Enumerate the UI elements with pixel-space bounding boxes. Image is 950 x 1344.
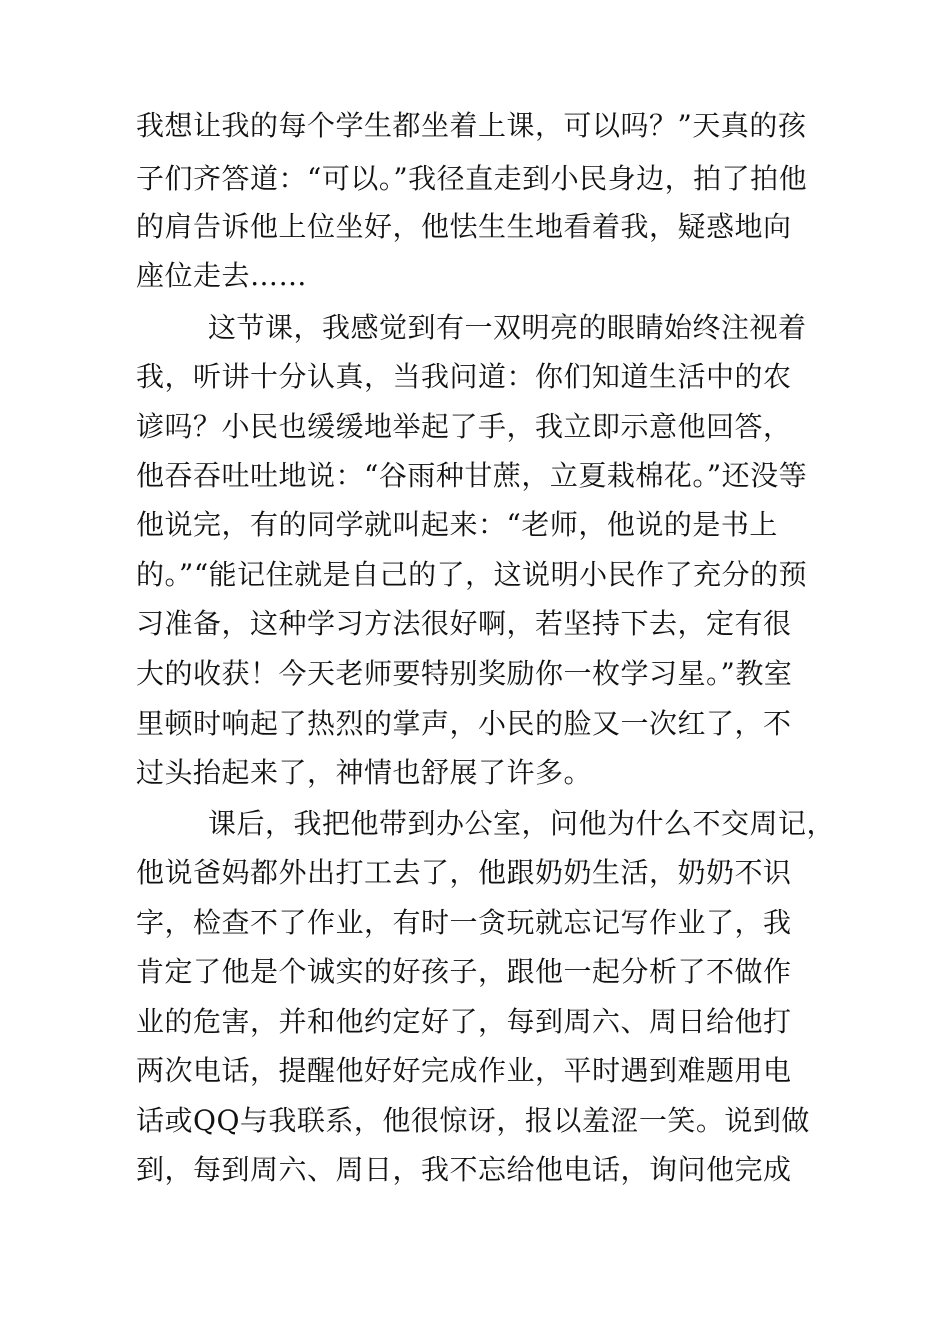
text-line-5: 这节课，我感觉到有一双明亮的眼睛始终注视着 <box>208 311 807 344</box>
text-line-7: 谚吗？小民也缓缓地举起了手，我立即示意他回答， <box>136 410 792 443</box>
text-line-8: 他吞吞吐吐地说：“谷雨种甘蔗，立夏栽棉花。”还没等 <box>136 459 808 492</box>
text-line-4: 座位走去…… <box>136 259 308 292</box>
text-line-2: 子们齐答道：“可以。”我径直走到小民身边，拍了拍他 <box>136 162 808 195</box>
text-line-17: 字，检查不了作业，有时一贪玩就忘记写作业了，我 <box>136 906 792 939</box>
text-line-11: 习准备，这种学习方法很好啊，若坚持下去，定有很 <box>136 607 792 640</box>
text-line-3: 的肩告诉他上位坐好，他怯生生地看着我，疑惑地向 <box>136 210 792 243</box>
text-line-13: 里顿时响起了热烈的掌声，小民的脸又一次红了，不 <box>136 707 792 740</box>
text-line-15: 课后，我把他带到办公室，问他为什么不交周记， <box>208 807 836 840</box>
text-line-20: 两次电话，提醒他好好完成作业，平时遇到难题用电 <box>136 1054 792 1087</box>
text-line-9: 他说完，有的同学就叫起来：“老师，他说的是书上 <box>136 508 778 541</box>
text-line-21: 话或QQ与我联系，他很惊讶，报以羞涩一笑。说到做 <box>136 1104 810 1137</box>
text-line-19: 业的危害，并和他约定好了，每到周六、周日给他打 <box>136 1005 792 1038</box>
text-line-14: 过头抬起来了，神情也舒展了许多。 <box>136 756 593 789</box>
text-line-12: 大的收获！今天老师要特别奖励你一枚学习星。”教室 <box>136 657 793 690</box>
text-line-1: 我想让我的每个学生都坐着上课，可以吗？”天真的孩 <box>136 109 807 142</box>
text-line-18: 肯定了他是个诚实的好孩子，跟他一起分析了不做作 <box>136 955 792 988</box>
text-line-22: 到，每到周六、周日，我不忘给他电话，询问他完成 <box>136 1153 792 1186</box>
text-line-6: 我，听讲十分认真，当我问道：你们知道生活中的农 <box>136 360 792 393</box>
text-line-10: 的。”“能记住就是自己的了，这说明小民作了充分的预 <box>136 558 808 591</box>
text-line-16: 他说爸妈都外出打工去了，他跟奶奶生活，奶奶不识 <box>136 856 792 889</box>
